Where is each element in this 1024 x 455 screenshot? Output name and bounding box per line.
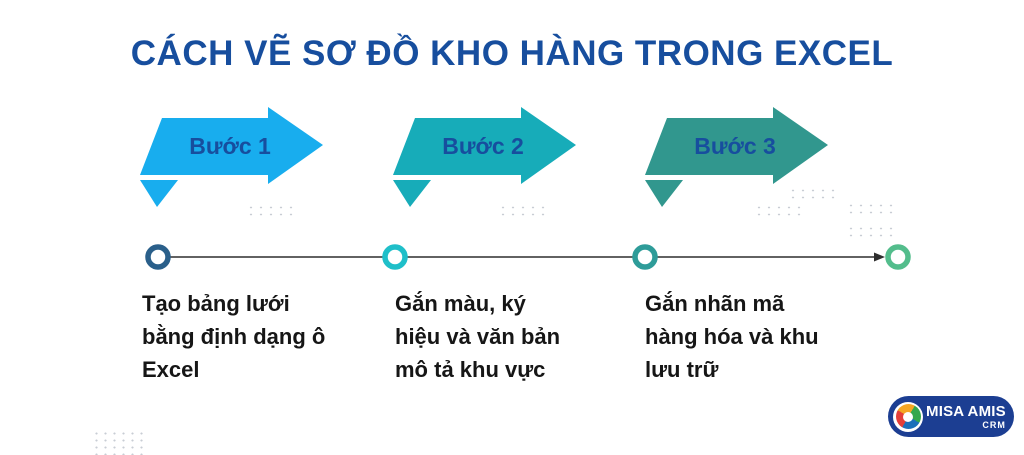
misa-logo-icon: [893, 402, 923, 432]
dot-grid: [846, 225, 898, 240]
misa-logo-center: [903, 412, 913, 422]
misa-logo-swirl-icon: [896, 404, 921, 429]
timeline-node-2: [385, 247, 405, 267]
timeline-node-3: [635, 247, 655, 267]
dot-grid: [754, 204, 806, 219]
logo-sub-text: CRM: [982, 419, 1006, 430]
step-1-description: Tạo bảng lưới bằng định dạng ô Excel: [142, 291, 326, 382]
dot-grid: [498, 204, 546, 219]
step-2-label: Bước 2: [442, 133, 524, 159]
step-3-label: Bước 3: [694, 133, 776, 159]
arrow-fold-shape: [140, 180, 178, 207]
arrow-fold-shape: [393, 180, 431, 207]
dot-grid: [246, 204, 294, 219]
timeline-arrowhead-icon: [874, 253, 885, 262]
step-1-arrow: [135, 100, 330, 212]
timeline-node-end: [888, 247, 908, 267]
dot-grid: [788, 187, 840, 202]
dot-grid: [92, 430, 144, 455]
logo-brand-text: MISA AMIS: [926, 402, 1006, 420]
page-title: CÁCH VẼ SƠ ĐỒ KHO HÀNG TRONG EXCEL: [130, 34, 894, 73]
misa-amis-logo: [888, 396, 1014, 437]
timeline-node-1: [148, 247, 168, 267]
timeline: [140, 240, 920, 274]
dot-grid: [846, 202, 898, 217]
arrow-fold-shape: [645, 180, 683, 207]
step-3-description: Gắn nhãn mã hàng hóa và khu lưu trữ: [645, 291, 819, 382]
step-2-description: Gắn màu, ký hiệu và văn bản mô tả khu vực: [395, 291, 561, 382]
step-1-label: Bước 1: [189, 133, 271, 159]
logo-text: [926, 404, 1006, 430]
step-2-arrow: [388, 100, 583, 212]
